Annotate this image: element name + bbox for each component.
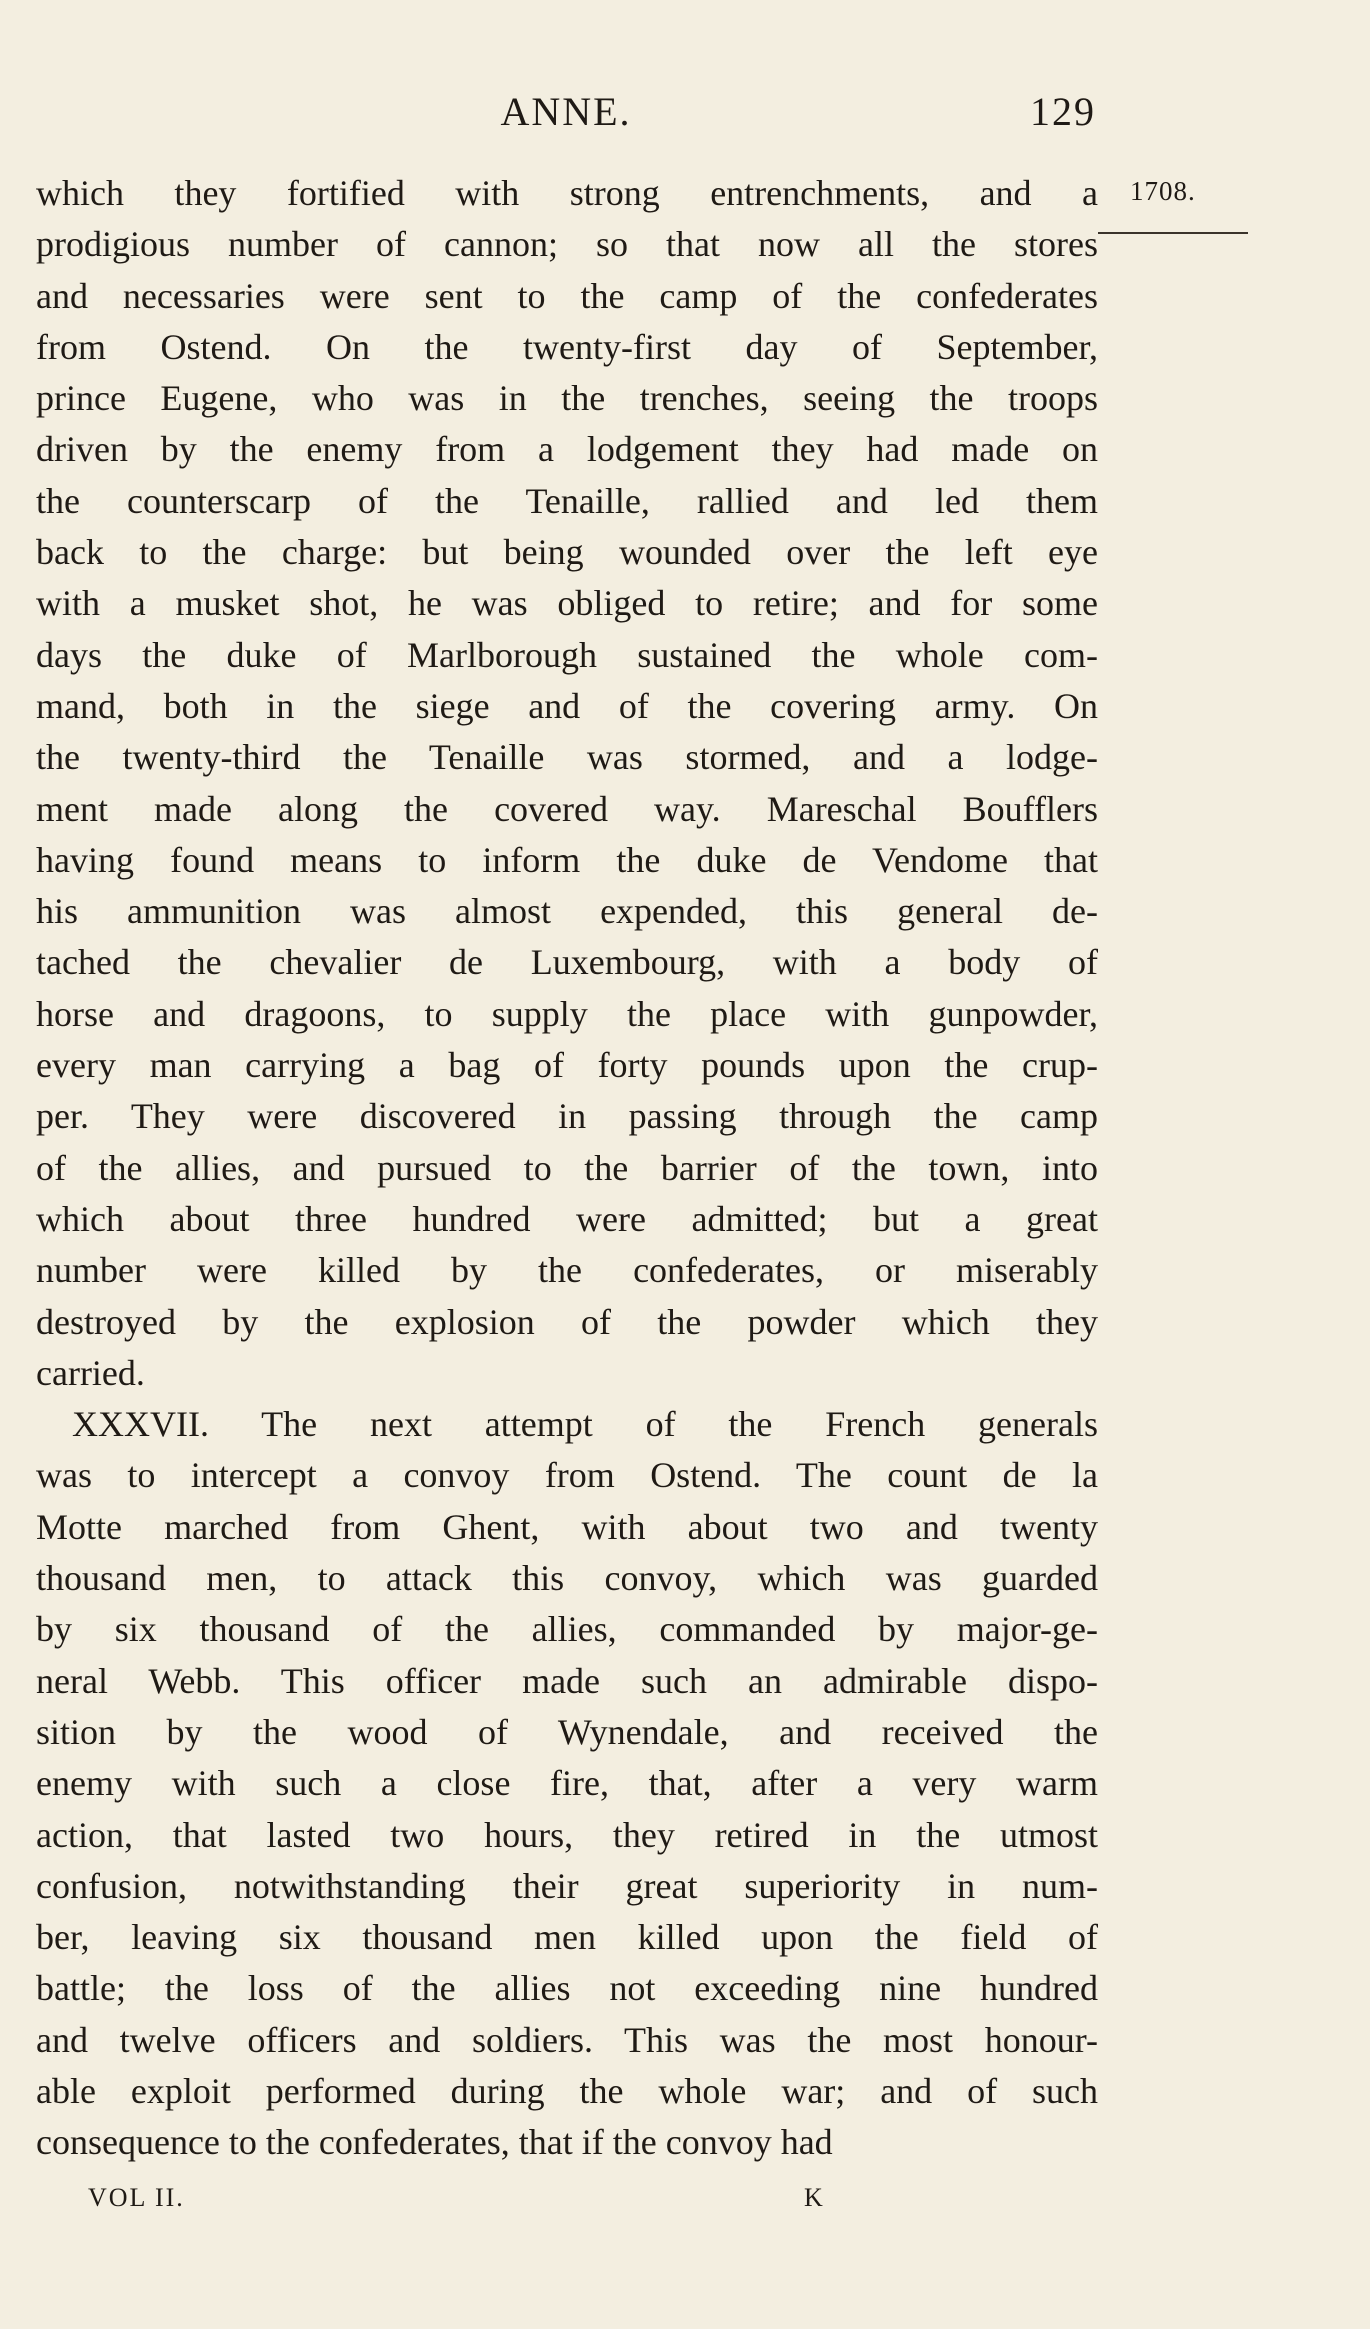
text-line: his ammunition was almost expended, this general de-: [36, 891, 1098, 932]
text-line: every man carrying a bag of forty pounds upon the crup-: [36, 1045, 1098, 1086]
text-line: horse and dragoons, to supply the place with gunpowder,: [36, 993, 1098, 1034]
text-line: driven by the enemy from a lodgement they had made on: [36, 429, 1098, 470]
text-line: and necessaries were sent to the camp of the confederates: [36, 275, 1098, 316]
text-line: tached the chevalier de Luxembourg, with a body of: [36, 942, 1098, 983]
text-line: XXXVII. The next attempt of the French generals: [72, 1404, 1098, 1445]
text-line: consequence to the confederates, that if the convoy had: [36, 2122, 833, 2163]
margin-year-note: 1708.: [1130, 176, 1196, 206]
text-line: action, that lasted two hours, they retired in the utmost: [36, 1814, 1098, 1855]
text-line: was to intercept a convoy from Ostend. The count de la: [36, 1455, 1098, 1496]
text-line: with a musket shot, he was obliged to retire; and for some: [36, 583, 1098, 624]
text-line: the counterscarp of the Tenaille, rallied and led them: [36, 480, 1098, 521]
text-line: ment made along the covered way. Mareschal Boufflers: [36, 788, 1098, 829]
text-line: destroyed by the explosion of the powder which they: [36, 1301, 1098, 1342]
text-line: by six thousand of the allies, commanded by major-ge-: [36, 1609, 1098, 1650]
text-line: battle; the loss of the allies not exceeding nine hundred: [36, 1968, 1098, 2009]
text-line: mand, both in the siege and of the covering army. On: [36, 685, 1098, 726]
paragraph: [36, 1399, 1098, 2168]
text-line: able exploit performed during the whole war; and of such: [36, 2070, 1098, 2111]
margin-rule: [1098, 232, 1248, 234]
paragraph: [36, 168, 1098, 1399]
text-line: the twenty-third the Tenaille was stormed, and a lodge-: [36, 737, 1098, 778]
text-line: enemy with such a close fire, that, after a very warm: [36, 1763, 1098, 1804]
page-number: 129: [1030, 89, 1096, 134]
text-line: carried.: [36, 1352, 145, 1393]
text-line: neral Webb. This officer made such an admirable dispo-: [36, 1660, 1098, 1701]
text-line: thousand men, to attack this convoy, which was guarded: [36, 1558, 1098, 1599]
gathering-signature: K: [804, 2183, 825, 2212]
text-line: prince Eugene, who was in the trenches, seeing the troops: [36, 378, 1098, 419]
text-line: back to the charge: but being wounded over the left eye: [36, 532, 1098, 573]
text-line: having found means to inform the duke de Vendome that: [36, 839, 1098, 880]
page-header: [36, 88, 1096, 148]
text-line: which about three hundred were admitted; but a great: [36, 1198, 1098, 1239]
volume-signature: VOL II.: [88, 2183, 185, 2212]
text-line: of the allies, and pursued to the barrier of the town, into: [36, 1147, 1098, 1188]
text-line: days the duke of Marlborough sustained the whole com-: [36, 634, 1098, 675]
body-text: [36, 168, 1098, 2169]
running-title: ANNE.: [500, 89, 632, 134]
text-line: prodigious number of cannon; so that now all the stores: [36, 224, 1098, 265]
text-line: per. They were discovered in passing through the camp: [36, 1096, 1098, 1137]
text-line: number were killed by the confederates, or miserably: [36, 1250, 1098, 1291]
text-line: sition by the wood of Wynendale, and received the: [36, 1711, 1098, 1752]
text-line: confusion, notwithstanding their great superiority in num-: [36, 1865, 1098, 1906]
text-line: which they fortified with strong entrenchments, and a: [36, 173, 1098, 213]
text-line: ber, leaving six thousand men killed upon the field of: [36, 1917, 1098, 1958]
text-line: from Ostend. On the twenty-first day of September,: [36, 326, 1098, 367]
text-line: Motte marched from Ghent, with about two and twenty: [36, 1506, 1098, 1547]
text-line: and twelve officers and soldiers. This was the most honour-: [36, 2019, 1098, 2060]
